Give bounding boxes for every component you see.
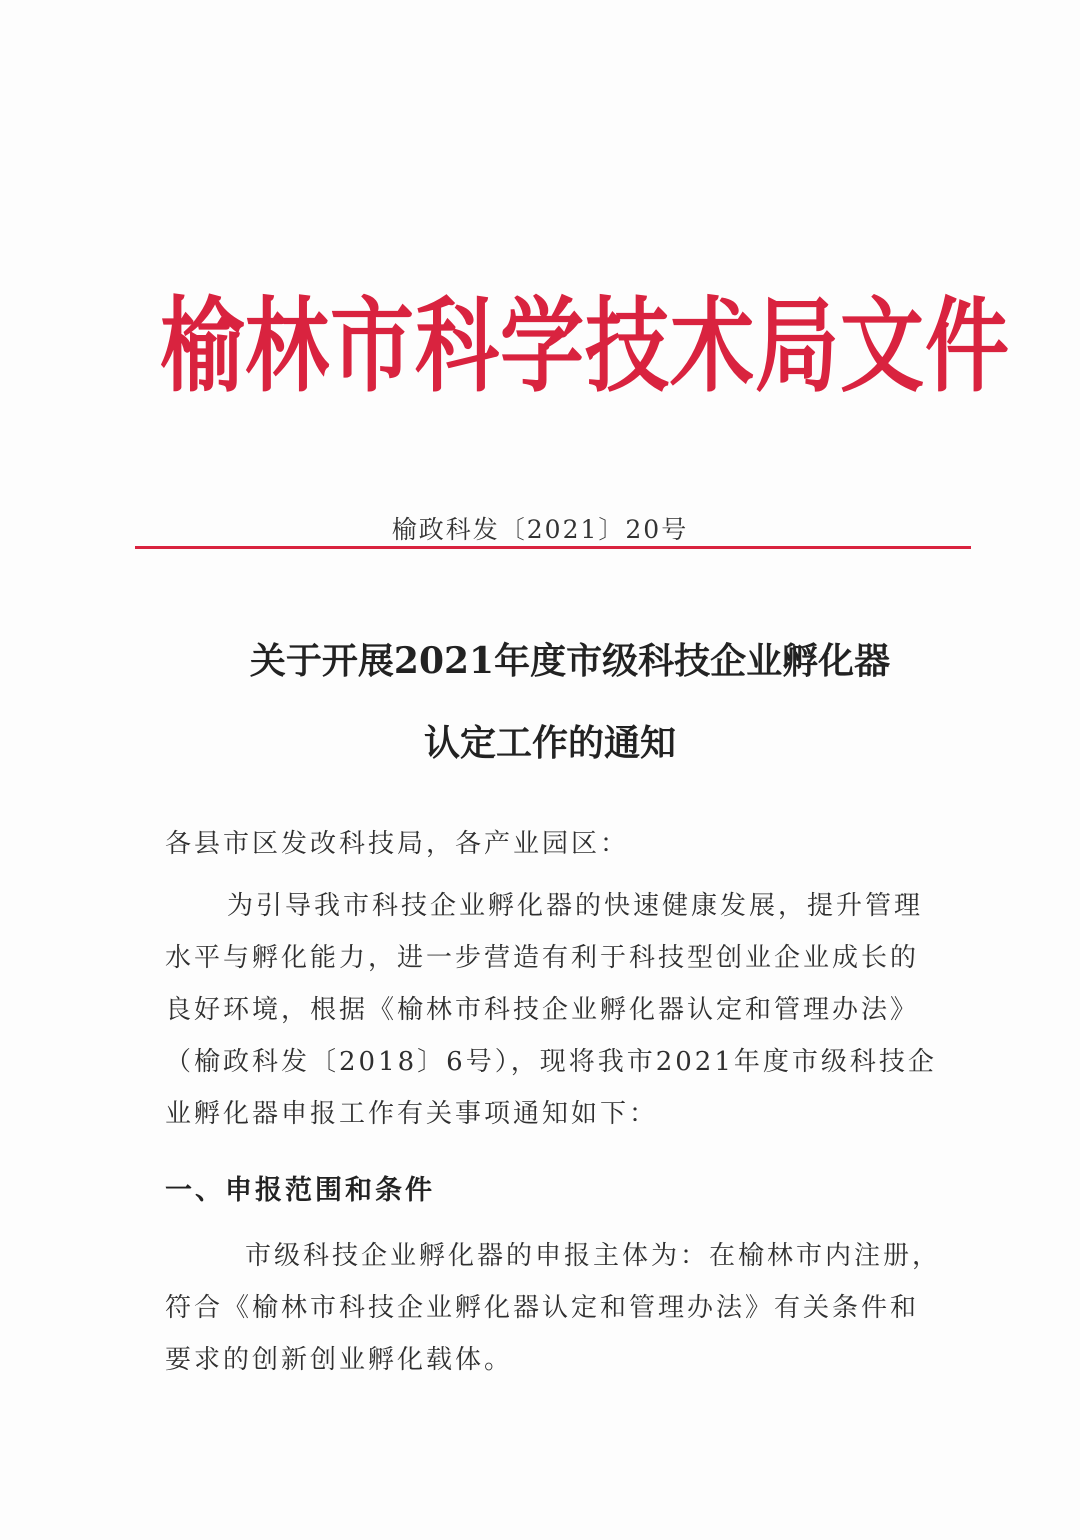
document-number: 榆政科发〔2021〕20号 <box>391 515 689 544</box>
letterhead-title: 榆林市科学技术局文件 <box>160 286 1011 406</box>
paragraph-line: 良好环境，根据《榆林市科技企业孵化器认定和管理办法》 <box>165 995 920 1025</box>
paragraph-line: 为引导我市科技企业孵化器的快速健康发展，提升管理 <box>227 891 924 921</box>
salutation: 各县市区发改科技局，各产业园区： <box>165 829 630 859</box>
paragraph-line: 市级科技企业孵化器的申报主体为：在榆林市内注册， <box>245 1241 942 1271</box>
notice-title-line-1: 关于开展2021年度市级科技企业孵化器 <box>249 640 891 682</box>
paragraph-line: 业孵化器申报工作有关事项通知如下： <box>165 1099 659 1129</box>
paragraph-2 <box>165 1230 945 1386</box>
notice-title-line-2: 认定工作的通知 <box>423 722 676 764</box>
paragraph-line: （榆政科发〔2018〕6号），现将我市2021年度市级科技企 <box>165 1047 937 1077</box>
paragraph-line: 水平与孵化能力，进一步营造有利于科技型创业企业成长的 <box>165 943 920 973</box>
section-1-heading: 一、申报范围和条件 <box>165 1175 435 1206</box>
red-divider-line <box>135 546 971 549</box>
paragraph-line: 要求的创新创业孵化载体。 <box>165 1345 514 1375</box>
paragraph-line: 符合《榆林市科技企业孵化器认定和管理办法》有关条件和 <box>165 1293 920 1323</box>
paragraph-1 <box>165 880 945 1140</box>
